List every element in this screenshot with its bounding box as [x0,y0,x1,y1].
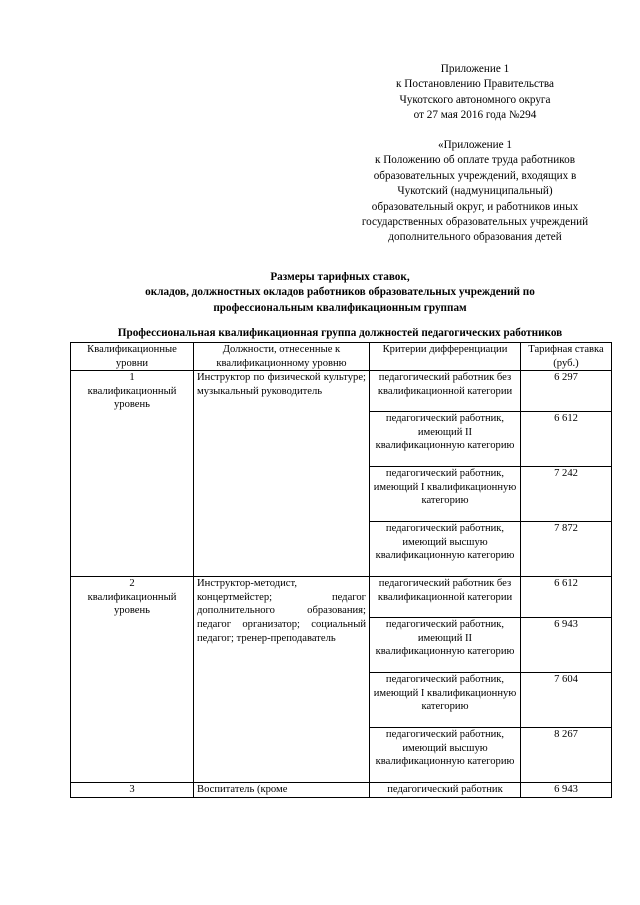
annex-inner-line: «Приложение 1 [437,139,513,151]
annex-inner-line: государственных образовательных учреждений [361,216,589,229]
rate-cell: 6 297 [521,371,612,412]
annex-line: Приложение 1 [440,63,510,75]
annex-inner-header [340,138,610,246]
criteria-cell: педагогический работник, имеющий II квалификационную категорию [370,412,521,467]
rate-cell: 6 612 [521,577,612,618]
level-number: 1 [129,372,135,384]
table-row [71,783,612,798]
group-title: Профессиональная квалификационная группа должностей педагогических работников [117,327,563,339]
annex-line: от 27 мая 2016 года №294 [413,109,537,122]
criteria-cell: педагогический работник [370,783,521,798]
level-word: квалификационный уровень [87,591,177,617]
heading-line: окладов, должностных окладов работников образовательных учреждений по [145,286,535,299]
criteria-cell: педагогический работник, имеющий I квалификационную категорию [370,673,521,728]
annex-line: Чукотского автономного округа [399,93,551,106]
annex-header [340,62,610,124]
header-criteria: Критерии дифференциации [370,343,521,371]
criteria-cell: педагогический работник без квалификационной категории [370,371,521,412]
level-cell: 3 [71,783,194,798]
rate-cell: 6 943 [521,783,612,798]
table-row [71,577,612,618]
rate-cell: 6 943 [521,618,612,673]
header-positions: Должности, отнесенные к квалификационному уровню [194,343,370,371]
level-word: квалификационный уровень [87,385,177,411]
table-row [71,371,612,412]
positions-cell: Воспитатель (кроме [194,783,370,798]
criteria-cell: педагогический работник, имеющий высшую квалификационную категорию [370,728,521,783]
annex-inner-line: дополнительного образования детей [388,231,562,244]
criteria-cell: педагогический работник, имеющий II квалификационную категорию [370,618,521,673]
header-rate: Тарифная ставка (руб.) [521,343,612,371]
criteria-cell: педагогический работник без квалификационной категории [370,577,521,618]
rate-cell: 7 872 [521,522,612,577]
level-number: 2 [129,578,135,590]
level-cell [71,371,194,577]
annex-line: к Постановлению Правительства [396,78,554,91]
heading-line: Размеры тарифных ставок, [270,271,410,283]
annex-inner-line: образовательных учреждений, входящих в [373,169,577,182]
salary-table [70,342,612,798]
header-level: Квалификационные уровни [71,343,194,371]
level-cell [71,577,194,783]
table-header-row [71,343,612,371]
rate-cell: 8 267 [521,728,612,783]
positions-cell: Инструктор-методист, концертмейстер; педагог дополнительного образования; педагог организатор; социальный педагог; тренер-преподаватель [194,577,370,783]
rate-cell: 7 604 [521,673,612,728]
annex-inner-line: Чукотский (надмуниципальный) [397,185,553,198]
rate-cell: 6 612 [521,412,612,467]
criteria-cell: педагогический работник, имеющий высшую квалификационную категорию [370,522,521,577]
annex-inner-line: к Положению об оплате труда работников [374,154,576,167]
positions-cell: Инструктор по физической культуре; музыкальный руководитель [194,371,370,577]
criteria-cell: педагогический работник, имеющий I квалификационную категорию [370,467,521,522]
heading-line: профессиональным квалификационным группам [213,301,467,314]
rate-cell: 7 242 [521,467,612,522]
annex-inner-line: образовательный округ, и работников иных [371,200,579,213]
document-heading [60,270,620,316]
